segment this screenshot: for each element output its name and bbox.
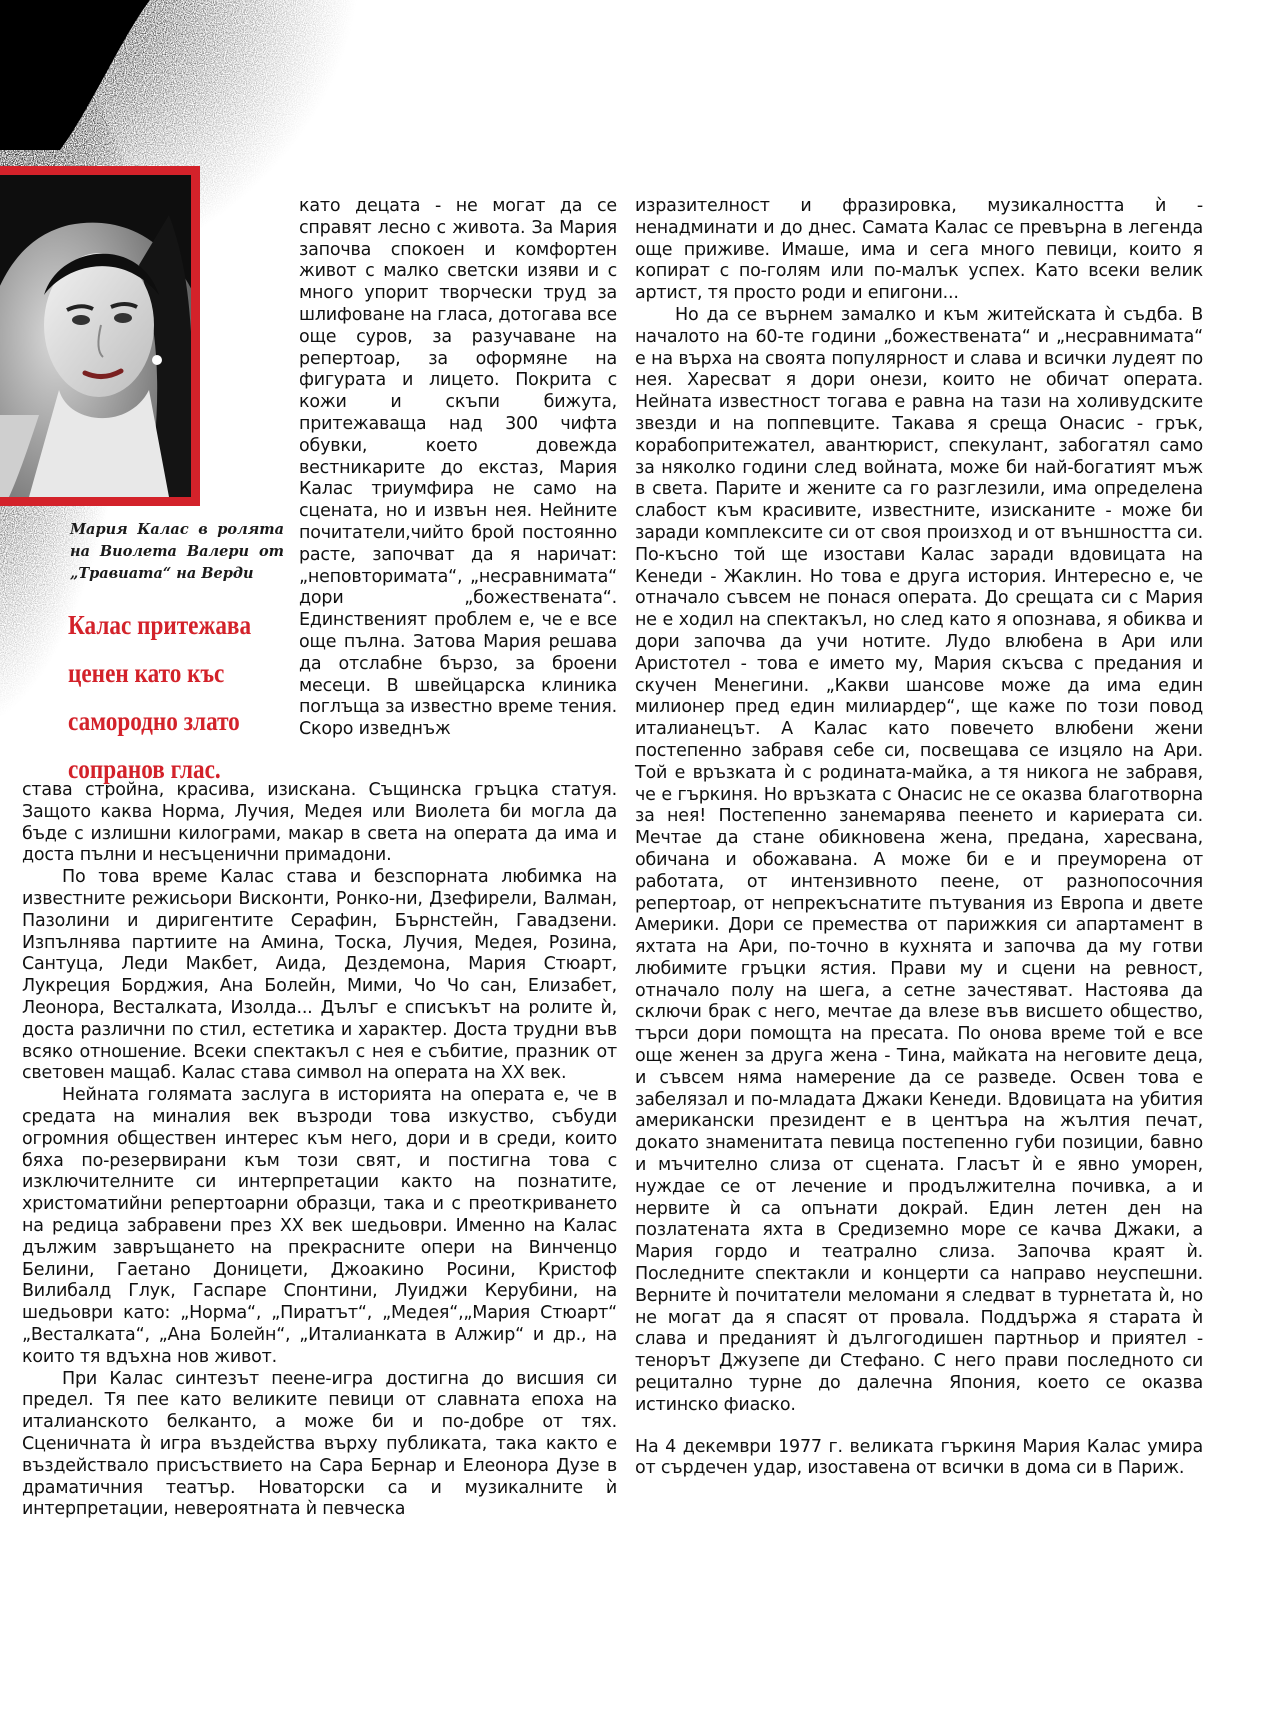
paragraph-closing: На 4 декември 1977 г. великата гъркиня Мария Калас умира от сърдечен удар, изоставена от всички в дома си в Париж. xyxy=(635,1436,1203,1479)
paragraph: Нейната голямата заслуга в историята на операта е, че в средата на миналия век възроди това изкуство, събуди огромния обществен интерес към него, дори и в среди, които бяха по-резервирани към този свят, и постигна това с изключителните си интерпретации както на познатите, христоматийни репертоарни образци, така и с преоткриването на редица забравени през XX век шедьоври. Именно на Калас дължим завръщането на прекрасните опери на Винченцо Белини, Гаетано Доницети, Джоакино Росини, Кристоф Вилибалд Глук, Гаспаре Спонтини, Луиджи Керубини, на шедьоври като: „Норма“, „Пиратът“, „Медея“,„Мария Стюарт“ „Весталката“, „Ана Болейн“, „Италианката в Алжир“ и др., на които тя вдъхна нов живот. xyxy=(22,1085,617,1367)
paragraph: Но да се върнем замалко и към житейската ѝ съдба. В началото на 60-те години „божествената“ и „несравнимата“ е на върха на своята популярност и слава и всички лудеят по нея. Харесват я дори онези, които не обичат операта. Нейната известност тогава е равна на тази на холивудските звезди и на поппевците. Такава я среща Онасис - грък, корабопритежател, авантюрист, спекулант, забогатял само за няколко години след войната, може би най-богатият мъж в света. Парите и жените са го разглезили, има определена слабост към красивите, известните, изисканите - може би заради комплексите си от своя произход и от външността си. По-късно той ще изостави Калас заради вдовицата на Кенеди - Жаклин. Но това е друга история. Интересно е, че отначало съвсем не понася операта. До срещата си с Мария не е ходил на спектакъл, но след като я опознава, я обиква и дори започва да учи нотите. Лудо влюбена в Ари или Аристотел - това е името му, Мария скъсва с предания и скучен Менегини. „Какви шансове може да има един милионер пред един милиардер“, ще каже по този повод италианецът. А Калас като повечето влюбени жени постепенно забравя себе си, посвещава се изцяло на Ари. Той е връзката ѝ с родината-майка, а тя никога не забравя, че е гъркиня. Но връзката с Онасис не се оказва благотворна за нея! Постепенно занемарява пеенето и кариерата си. Мечтае да стане обикновена жена, предана, харесвана, обичана и обожавана. А може би е и преуморена от работата, от интензивното пеене, от разнопосочния репертоар, от непрекъснатите пътувания из Европа и двете Америки. Дори се премества от парижкия си апартамент в яхтата на Ари, по-точно в кухнята и започва да му готви любимите гръцки ястия. Прави му и сцени на ревност, отначало полу на шега, а сетне зачестяват. Настоява да сключи брак с него, мечтае да влезе във висшето общество, търси дори помощта на пресата. По онова време той е все още женен за друга жена - Тина, майката на неговите деца, и съвсем няма намерение да се разведе. Освен това е забелязал и по-младата Джаки Кенеди. Вдовицата на убития американски президент е в центъра на жълтия печат, докато знаменитата певица постепенно губи позиции, бавно и мъчително слиза от сцената. Гласът ѝ е явно уморен, нуждае се от лечение и продължителна почивка, а и нервите ѝ са опънати докрай. Един летен ден на позлатената яхта в Средиземно море се качва Джаки, а Мария гордо и театрално слиза. Започва краят ѝ. Последните спектакли и концерти са направо неуспешни. Верните ѝ почитатели меломани я следват в турнетата ѝ, но не могат да я спасят от провала. Поддържа я старата ѝ слава и преданият ѝ дългогодишен партньор и приятел - тенорът Джузепе ди Стефано. С него прави последното си рецитално турне до далечна Япония, което се оказва истинско фиаско. xyxy=(635,304,1203,1415)
paragraph: По това време Калас става и безспорната любимка на известните режисьори Висконти, Ронко-ни, Дзефирели, Валман, Пазолини и диригентите Серафин, Бърнстейн, Гавадзени. Изпълнява партиите на Амина, Тоска, Лучия, Медея, Розина, Сантуца, Леди Макбет, Аида, Дездемона, Мария Стюарт, Лукреция Борджия, Ана Болейн, Мими, Чо Чо сан, Елизабет, Леонора, Весталката, Изолда... Дълъг е списъкът на ролите ѝ, доста различни по стил, естетика и характер. Доста трудни във всяко отношение. Всеки спектакъл с нея е събитие, празник от световен мащаб. Калас става символ на операта на XX век. xyxy=(22,867,617,1084)
photo-caption: Мария Калас в ролята на Виолета Валери от „Травиата“ на Верди xyxy=(70,521,284,582)
article-column-right xyxy=(635,196,1203,1480)
pull-quote: Калас притежава ценен като къс самородно злато сопранов глас. xyxy=(68,610,252,784)
paragraph: изразителност и фразировка, музикалността ѝ - ненадминати и до днес. Самата Калас се превърна в легенда още приживе. Имаше, има и сега много певици, които я копират с по-голям или по-малък успех. Като всеки велик артист, тя просто роди и епигони... xyxy=(635,196,1203,304)
portrait-photo xyxy=(0,166,200,506)
paragraph: като децата - не могат да се справят лесно с живота. За Мария започва спокоен и комфортен живот с малко светски изяви и с много упорит творчески труд за шлифоване на гласа, дотогава все още суров, за разучаване на репертоар, за оформяне на фигурата и лицето. Покрита с кожи и скъпи бижута, притежаваща над 300 чифта обувки, което довежда вестникарите до екстаз, Мария Калас триумфира не само на сцената, но и извън нея. Нейните почитатели,чийто брой постоянно расте, започват да я наричат: „неповторимата“, „несравнимата“ дори „божествената“. Единственият проблем е, че е все още пълна. Затова Мария решава да отслабне бързо, за броени месеци. В швейцарска клиника поглъща за известно време тения. Скоро изведнъж xyxy=(299,196,617,740)
article-column-left-bottom xyxy=(22,780,617,1521)
paragraph: става стройна, красива, изискана. Същинска гръцка статуя. Защото каква Норма, Лучия, Медея или Виолета би могла да бъде с излишни килограми, макар в света на операта да има и доста пълни и несъценични примадони. xyxy=(22,780,617,866)
article-column-left-top xyxy=(299,196,617,741)
portrait-illustration xyxy=(0,175,191,497)
paragraph: При Калас синтезът пеене-игра достигна до висшия си предел. Тя пее като великите певици от славната епоха на италианското белканто, а може би и по-добре от тях. Сценичната ѝ игра въздейства върху публиката, така както е въздействало присъствието на Сара Бернар и Елеонора Дузе в драматичния театър. Новаторски са и музикалните ѝ интерпретации, невероятната ѝ певческа xyxy=(22,1368,617,1520)
